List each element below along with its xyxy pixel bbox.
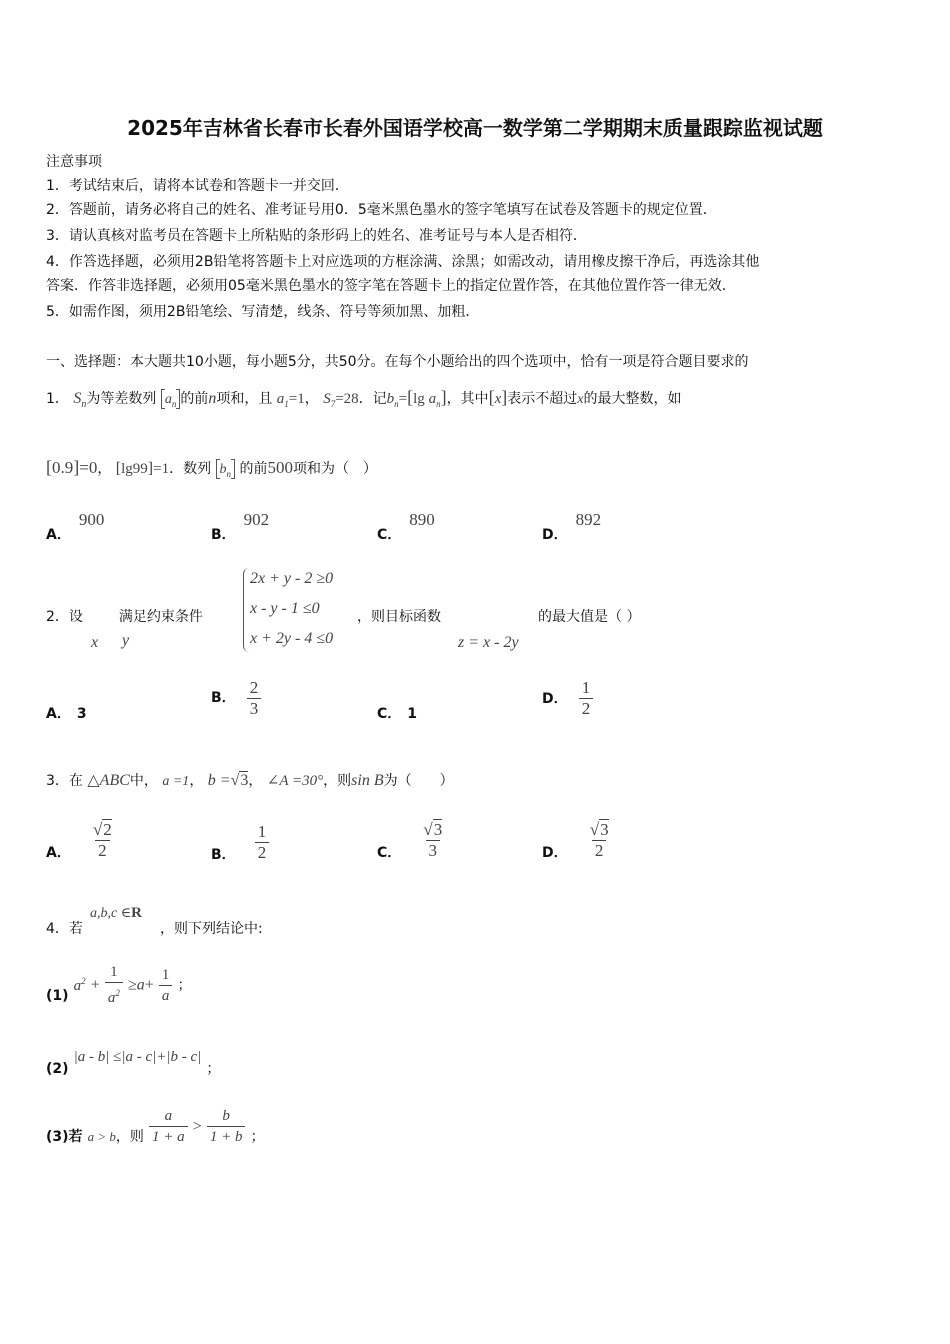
objective-function: z = x - 2y	[458, 634, 519, 651]
question-4-text: ，则下列结论中:	[160, 921, 263, 937]
option-a[interactable]: A．900	[46, 510, 105, 543]
constraint-brace	[243, 568, 250, 652]
question-1-line-2: [0.9]=0， [lg99]=1．数列 $b_n$ 的前500项和为（ ）	[46, 457, 377, 479]
question-4-condition: a,b,c ∈R	[90, 905, 142, 921]
question-2-mid: ，则目标函数	[357, 609, 441, 625]
notice-item: 1．考试结束后，请将本试卷和答题卡一并交回．	[46, 178, 349, 194]
option-a[interactable]: A． 3	[46, 706, 87, 722]
option-d[interactable]: D．892	[542, 510, 602, 543]
question-1-line-1: 1． $S_n$为等差数列 $a_n$ 的前n项和，且 $a_1=1$， $S_7=28$．记$b_n=[\lg$ $a_n$]，其中[x]表示不超过x的最大整数，如	[46, 387, 682, 411]
statement-3: (3)若 $_{a > b}$，则 $\frac{a}{1 + a}$ > $\frac{b}{1 + b}$ ；	[46, 1108, 265, 1145]
option-a[interactable]: A． $\frac{√2}{2}$	[46, 820, 112, 861]
notice-heading: 注意事项	[46, 154, 102, 170]
question-4-line: 4．若	[46, 921, 83, 937]
variable-x: x	[91, 634, 99, 651]
statement-2: (2) |a - b| ≤|a - c|+|b - c| ；	[46, 1049, 221, 1077]
notice-item: 5．如需作图，须用2B铅笔绘、写清楚，线条、符号等须加黑、加粗．	[46, 304, 480, 320]
option-c[interactable]: C． $\frac{√3}{3}$	[377, 820, 443, 861]
option-d[interactable]: D． $\frac{√3}{2}$	[542, 820, 609, 861]
statement-1: (1) $a^2$ + $\frac{1}{a^2}$ ≥a+ $\frac{1}{a}$ ；	[46, 964, 192, 1006]
question-3-line: 3．在 △ABC中， a =1， b =√3， ∠A =30°，则sin B为（ ）	[46, 772, 454, 789]
notice-item: 答案．作答非选择题，必须用05毫米黑色墨水的签字笔在答题卡上的指定位置作答，在其他位置作答一律无效．	[46, 278, 736, 294]
option-b[interactable]: B． $\frac{1}{2}$	[211, 822, 269, 863]
constraint-2: x - y - 1 ≤0	[250, 600, 320, 617]
constraint-3: x + 2y - 4 ≤0	[250, 630, 334, 647]
constraint-1: 2x + y - 2 ≥0	[250, 570, 334, 587]
question-number: 1．	[46, 391, 69, 407]
question-2-end: 的最大值是（ ）	[538, 609, 641, 625]
option-c[interactable]: C． 1	[377, 706, 418, 722]
section-heading: 一、选择题：本大题共10小题，每小题5分，共50分。在每个小题给出的四个选项中，恰有一项是符合题目要求的	[46, 354, 749, 370]
notice-item: 3．请认真核对监考员在答题卡上所粘贴的条形码上的姓名、准考证号与本人是否相符．	[46, 228, 587, 244]
notice-item: 4．作答选择题，必须用2B铅笔将答题卡上对应选项的方框涂满、涂黑；如需改动，请用橡皮擦干净后，再选涂其他	[46, 254, 760, 270]
option-c[interactable]: C．890	[377, 510, 435, 543]
notice-item: 2．答题前，请务必将自己的姓名、准考证号用0．5毫米黑色墨水的签字笔填写在试卷及答题卡的规定位置．	[46, 202, 717, 218]
option-d[interactable]: D． $\frac{1}{2}$	[542, 678, 593, 719]
option-b[interactable]: B．902	[211, 510, 270, 543]
question-2-line: 2．设 满足约束条件	[46, 609, 203, 625]
option-b[interactable]: B． $\frac{2}{3}$	[211, 678, 261, 719]
page-title: 2025年吉林省长春市长春外国语学校高一数学第二学期期末质量跟踪监视试题	[127, 116, 823, 140]
variable-y: y	[122, 632, 130, 649]
